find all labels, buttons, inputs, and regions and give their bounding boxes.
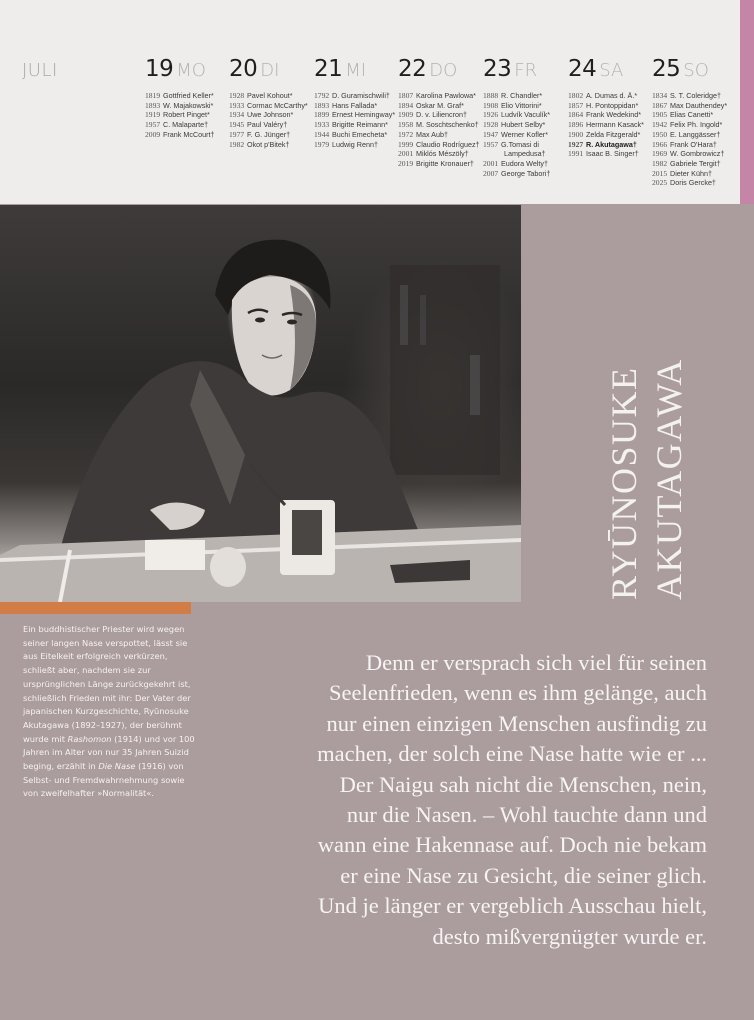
day-column-23 [483, 56, 573, 178]
entry-year: 1834 [652, 91, 668, 100]
weekday-name: SO [683, 60, 709, 81]
entry-name: A. Dumas d. Ä.* [586, 91, 638, 100]
entry-name: G.Tomasi di [501, 139, 539, 149]
anniversary-entry [229, 120, 319, 130]
entry-year: 1893 [314, 100, 330, 110]
entry-name: Hermann Kasack* [586, 120, 644, 130]
anniversary-entry [314, 140, 404, 150]
weekday-name: MO [176, 60, 206, 81]
anniversary-entry [652, 120, 742, 130]
entry-name: Frank McCourt† [163, 129, 215, 139]
entry-name: R. Chandler* [501, 91, 543, 100]
entry-year: 1909 [398, 110, 414, 120]
orange-accent-bar [0, 602, 191, 614]
anniversary-entry [229, 101, 319, 111]
entry-name: Gottfried Keller* [163, 91, 214, 100]
anniversary-list [314, 91, 404, 149]
blurb-text: (1914) und vor 100 Jahren im Alter von nur 35 Jahren Suizid beging, erzählt in [23, 733, 195, 772]
author-name-vertical [602, 358, 692, 600]
day-column-20 [229, 56, 319, 149]
day-column-22 [398, 56, 488, 169]
month-label: JULI [22, 60, 58, 81]
quote-line: Und je länger er vergeblich Ausschau hielt, [318, 893, 707, 919]
anniversary-entry [568, 101, 658, 111]
entry-year: 1972 [398, 129, 414, 139]
entry-year: 1942 [652, 120, 668, 130]
quote-line: desto mißvergnügter wurde er. [432, 923, 707, 949]
quote-line: wann eine Hakennase auf. Doch nie bekam [317, 832, 707, 858]
entry-name: Elias Canetti* [670, 110, 714, 120]
entry-year: 1807 [398, 91, 414, 100]
quote-line: Der Naigu sah nicht die Menschen, nein, [339, 771, 707, 797]
entry-year: 1867 [652, 100, 668, 110]
entry-year: 2019 [398, 158, 414, 168]
anniversary-entry [483, 130, 573, 140]
entry-name: Karolina Pawlowa* [416, 91, 476, 100]
entry-year: 1864 [568, 110, 584, 120]
anniversary-entry [652, 130, 742, 140]
entry-year: 1792 [314, 91, 330, 100]
anniversary-entry [229, 91, 319, 101]
anniversary-entry [398, 120, 488, 130]
entry-name: Frank Wedekind* [586, 110, 641, 120]
work-title-rashomon: Rashomon [67, 733, 112, 744]
author-first-name: RYŪNOSUKE [604, 366, 644, 600]
entry-year: 1999 [398, 139, 414, 149]
entry-year: 1979 [314, 139, 330, 149]
anniversary-entry [483, 169, 573, 179]
entry-name: W. Majakowski* [163, 100, 214, 110]
entry-year: 1933 [229, 100, 245, 110]
entry-name: Eudora Welty† [501, 158, 549, 168]
entry-name: Pavel Kohout* [247, 91, 293, 100]
day-column-24 [568, 56, 658, 159]
anniversary-entry [314, 110, 404, 120]
entry-name: George Tabori† [501, 168, 551, 178]
quote-line: Denn er versprach sich viel für seinen [365, 650, 707, 675]
entry-name: Okot p'Bitek† [247, 139, 290, 149]
day-number: 24 [568, 56, 597, 82]
entry-year: 1982 [652, 158, 668, 168]
entry-name: Max Dauthendey* [670, 100, 728, 110]
anniversary-entry [568, 130, 658, 140]
entry-name: Lampedusa† [504, 149, 546, 159]
entry-year: 1899 [314, 110, 330, 120]
entry-name: D. Guramischwili† [332, 91, 390, 100]
blurb-text: (1916) von Selbst- und Fremdwahrnehmung sowie von zweifelhafter »Normalität«. [23, 761, 185, 799]
entry-year: 1969 [652, 149, 668, 159]
entry-name: Hans Fallada* [332, 100, 378, 110]
entry-year: 1928 [483, 120, 499, 130]
entry-year: 1991 [568, 149, 584, 159]
day-column-19 [145, 56, 235, 140]
anniversary-entry [652, 169, 742, 179]
entry-year: 1933 [314, 120, 330, 130]
anniversary-entry [568, 149, 658, 159]
entry-name: Brigitte Kronauer† [416, 158, 474, 168]
entry-name: Ernest Hemingway* [332, 110, 396, 120]
entry-year: 1944 [314, 129, 330, 139]
accent-bar [740, 0, 754, 204]
entry-year: 1819 [145, 91, 161, 100]
entry-year: 2007 [483, 168, 499, 178]
anniversary-entry [398, 101, 488, 111]
entry-year: 1945 [229, 120, 245, 130]
entry-year: 2015 [652, 168, 668, 178]
quote-line: nur einen einzigen Menschen ausfindig zu [326, 710, 707, 736]
entry-year: 1966 [652, 139, 668, 149]
entry-year: 1896 [568, 120, 584, 130]
anniversary-entry [314, 91, 404, 101]
weekday-name: FR [514, 60, 538, 81]
day-number: 20 [229, 56, 258, 82]
anniversary-entry [229, 130, 319, 140]
anniversary-list [145, 91, 235, 140]
anniversary-entry [568, 120, 658, 130]
entry-name: Cormac McCarthy* [247, 100, 308, 110]
anniversary-entry [398, 149, 488, 159]
weekday-name: DI [260, 60, 280, 81]
literary-quote [227, 648, 707, 952]
week-calendar-header [0, 0, 740, 204]
anniversary-entry [652, 178, 742, 188]
entry-year: 1982 [229, 139, 245, 149]
anniversary-entry [145, 120, 235, 130]
entry-name: Uwe Johnson* [247, 110, 294, 120]
anniversary-entry [483, 91, 573, 101]
anniversary-entry [145, 130, 235, 140]
entry-year: 1893 [145, 100, 161, 110]
entry-year: 1888 [483, 91, 499, 100]
day-number: 25 [652, 56, 681, 82]
entry-year: 1894 [398, 100, 414, 110]
anniversary-entry [398, 110, 488, 120]
entry-year: 1926 [483, 110, 499, 120]
entry-name: Zelda Fitzgerald* [586, 129, 641, 139]
entry-year: 1908 [483, 100, 499, 110]
anniversary-entry [398, 159, 488, 169]
entry-year: 1957 [145, 120, 161, 130]
anniversary-list [568, 91, 658, 159]
entry-name: Felix Ph. Ingold* [670, 120, 723, 130]
entry-year: 2009 [145, 129, 161, 139]
quote-line: er eine Nase zu Gesicht, die seiner glich. [340, 862, 707, 888]
author-portrait-photo [0, 205, 521, 602]
anniversary-entry [314, 101, 404, 111]
entry-year: 2025 [652, 178, 668, 188]
anniversary-entry [652, 91, 742, 101]
entry-year: 1900 [568, 129, 584, 139]
entry-name: Oskar M. Graf* [416, 100, 464, 110]
anniversary-entry [652, 140, 742, 150]
entry-year: 1947 [483, 129, 499, 139]
anniversary-entry [314, 120, 404, 130]
blurb-text: Ein buddhistischer Priester wird wegen seiner langen Nase verspottet, lässt sie aus Eitelkeit erfolgreich verkürzen, schließt aber, nachdem sie zur ursprünglichen Länge zurückgekehrt ist, schließlich Frieden mit ihr: Der Vater der japanischen Kurzgeschichte, Ryūnosuke Akutagawa (1892–1927), der berühmt wurde mit [23, 624, 191, 744]
entry-year: 2001 [398, 149, 414, 159]
anniversary-entry [398, 130, 488, 140]
entry-year: 1802 [568, 91, 584, 100]
quote-line: nur die Nasen. – Wohl tauchte dann und [346, 802, 707, 828]
entry-name: Frank O'Hara† [670, 139, 717, 149]
entry-year: 1927 [568, 139, 584, 149]
quote-line: Seelenfrieden, wenn es ihm gelänge, auch [329, 680, 707, 706]
entry-name: Doris Gercke† [670, 178, 716, 188]
anniversary-list [483, 91, 573, 178]
entry-name: S. T. Coleridge† [670, 91, 722, 100]
entry-name: Werner Kofler* [501, 129, 549, 139]
entry-year: 1857 [568, 100, 584, 110]
anniversary-entry [145, 101, 235, 111]
entry-name: Dieter Kühn† [670, 168, 712, 178]
anniversary-entry [483, 159, 573, 169]
entry-name: Paul Valéry† [247, 120, 288, 130]
entry-name: Hubert Selby* [501, 120, 546, 130]
weekday-name: SA [599, 60, 624, 81]
anniversary-entry [483, 120, 573, 130]
anniversary-entry [483, 149, 573, 159]
author-blurb [23, 623, 201, 801]
anniversary-entry [652, 110, 742, 120]
entry-name: Ludwig Renn† [332, 139, 378, 149]
entry-name: Brigitte Reimann* [332, 120, 388, 130]
entry-name: C. Malaparte† [163, 120, 209, 130]
weekday-name: DO [429, 60, 458, 81]
anniversary-entry [568, 91, 658, 101]
anniversary-list [229, 91, 319, 149]
entry-year: 1957 [483, 139, 499, 149]
anniversary-entry [652, 101, 742, 111]
anniversary-entry [483, 140, 573, 150]
weekday-name: MI [345, 60, 367, 81]
entry-name: Claudio Rodríguez† [416, 139, 480, 149]
entry-name: Ludvík Vaculík* [501, 110, 551, 120]
work-title-die-nase: Die Nase [98, 761, 136, 772]
entry-name: R. Akutagawa† [586, 139, 637, 149]
anniversary-entry [229, 140, 319, 150]
anniversary-entry-highlighted [568, 140, 658, 150]
entry-name: Gabriele Tergit† [670, 158, 721, 168]
portrait-illustration [0, 205, 521, 602]
entry-year: 2001 [483, 158, 499, 168]
entry-name: Elio Vittorini* [501, 100, 542, 110]
day-number: 22 [398, 56, 427, 82]
entry-name: F. G. Jünger† [247, 129, 291, 139]
anniversary-entry [145, 91, 235, 101]
entry-name: Buchi Emecheta* [332, 129, 388, 139]
anniversary-entry [483, 110, 573, 120]
entry-name: H. Pontoppidan* [586, 100, 639, 110]
entry-year: 1905 [652, 110, 668, 120]
anniversary-entry [145, 110, 235, 120]
entry-year: 1928 [229, 91, 245, 100]
day-column-21 [314, 56, 404, 149]
day-number: 19 [145, 56, 174, 82]
anniversary-entry [568, 110, 658, 120]
entry-name: E. Langgässer† [670, 129, 721, 139]
anniversary-entry [398, 91, 488, 101]
quote-line: machen, der solch eine Nase hatte wie er ... [317, 741, 707, 767]
entry-name: Max Aub† [416, 129, 448, 139]
day-column-25 [652, 56, 742, 188]
entry-year: 1950 [652, 129, 668, 139]
anniversary-entry [314, 130, 404, 140]
anniversary-list [398, 91, 488, 169]
anniversary-entry [652, 159, 742, 169]
entry-year: 1958 [398, 120, 414, 130]
anniversary-entry [483, 101, 573, 111]
day-number: 21 [314, 56, 343, 82]
entry-name: Isaac B. Singer† [586, 149, 639, 159]
entry-name: W. Gombrowicz† [670, 149, 725, 159]
anniversary-list [652, 91, 742, 188]
entry-name: Miklós Mészöly† [416, 149, 469, 159]
anniversary-entry [229, 110, 319, 120]
entry-year: 1977 [229, 129, 245, 139]
entry-name: Robert Pinget* [163, 110, 210, 120]
entry-year: 1934 [229, 110, 245, 120]
entry-year: 1919 [145, 110, 161, 120]
author-last-name: AKUTAGAWA [649, 358, 689, 600]
anniversary-entry [398, 140, 488, 150]
entry-name: M. Soschtschenko† [416, 120, 479, 130]
entry-name: D. v. Liliencron† [416, 110, 467, 120]
day-number: 23 [483, 56, 512, 82]
anniversary-entry [652, 149, 742, 159]
